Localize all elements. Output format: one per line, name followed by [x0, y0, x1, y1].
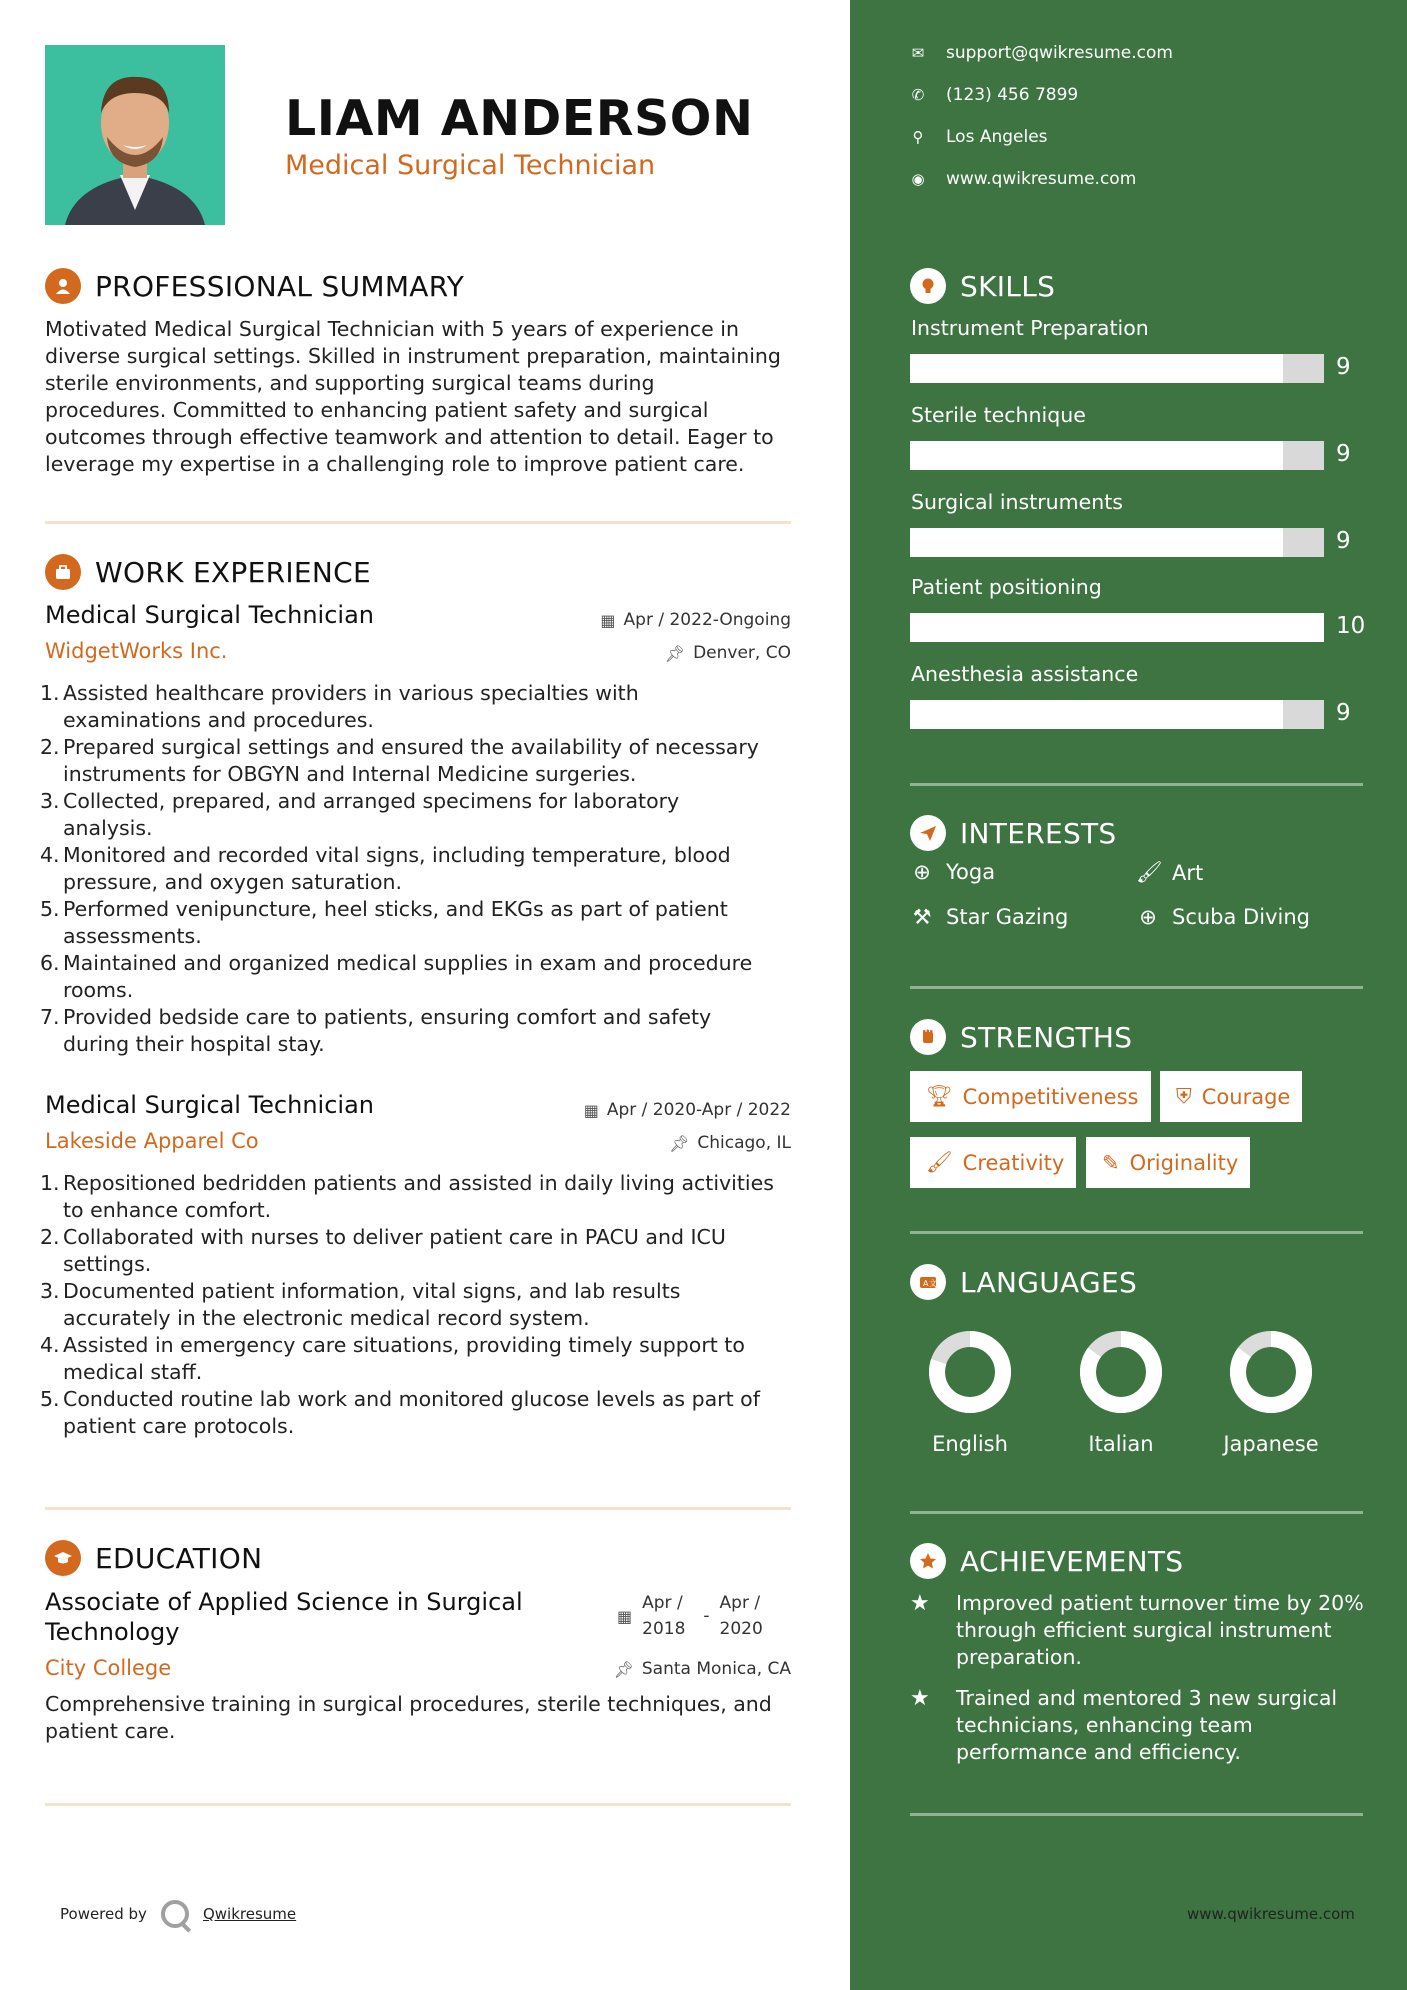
interest-label: Star Gazing [946, 905, 1069, 929]
lightbulb-icon [910, 268, 946, 304]
end-year: 2020 [719, 1619, 763, 1639]
item-number: 5. [40, 1387, 60, 1411]
shield-icon: ⛨ [1176, 1084, 1192, 1108]
skill-value: 9 [1336, 528, 1351, 554]
interests-heading [910, 815, 1117, 851]
lifebuoy-icon: ⊕ [913, 860, 931, 884]
candidate-name: LIAM ANDERSON [285, 90, 754, 147]
item-line: Assisted healthcare providers in various specialties with [63, 681, 639, 705]
item-number: 6. [40, 951, 60, 975]
job-duties [40, 1170, 800, 1440]
fist-icon [910, 1019, 946, 1055]
item-number: 3. [40, 1279, 60, 1303]
location-text: Los Angeles [946, 127, 1048, 147]
skills-title: SKILLS [960, 269, 1056, 303]
item-line: settings. [63, 1252, 152, 1276]
skill-bar-fill [910, 528, 1283, 557]
summary-line: procedures. Committed to enhancing patient safety and surgical [45, 398, 709, 422]
job-company: WidgetWorks Inc. [45, 639, 228, 663]
strength-badge [1086, 1137, 1250, 1188]
achievement-item [910, 1590, 1370, 1671]
skill-bar-fill [910, 354, 1283, 383]
language-donut [1211, 1322, 1331, 1422]
summary-heading [45, 268, 464, 304]
item-line: Monitored and recorded vital signs, including temperature, blood [63, 843, 731, 867]
user-icon [45, 268, 81, 304]
strength-label: Originality [1129, 1150, 1239, 1175]
paintbrush-icon: 🖌︎ [1136, 860, 1163, 884]
job-location-text: Denver, CO [693, 643, 791, 663]
language-donut [910, 1322, 1030, 1422]
degree-title [45, 1587, 523, 1647]
strength-badge [910, 1137, 1076, 1188]
skill-name: Sterile technique [911, 403, 1086, 427]
skill-value: 9 [1336, 354, 1351, 380]
strength-badge [1160, 1071, 1302, 1122]
item-number: 2. [40, 1225, 60, 1249]
list-item [40, 896, 800, 950]
item-line: Maintained and organized medical supplies in exam and procedure [63, 951, 753, 975]
footer-website[interactable]: www.qwikresume.com [1187, 1905, 1355, 1923]
skill-name: Instrument Preparation [911, 316, 1149, 340]
school-name: City College [45, 1656, 172, 1680]
list-item [40, 1332, 800, 1386]
interest-item [910, 860, 995, 884]
language-name: Italian [1088, 1432, 1154, 1456]
job-dates [600, 610, 791, 630]
item-line: Prepared surgical settings and ensured the availability of necessary [63, 735, 759, 759]
item-line: Performed venipuncture, heel sticks, and EKGs as part of patient [63, 897, 728, 921]
paintbrush-icon: 🖌︎ [926, 1150, 953, 1174]
svg-text:文: 文 [929, 1279, 937, 1288]
skill-value: 10 [1336, 613, 1366, 639]
work-title: WORK EXPERIENCE [95, 555, 371, 589]
achievements-title: ACHIEVEMENTS [960, 1544, 1184, 1578]
achievement-line: through efficient surgical instrument [956, 1618, 1332, 1642]
summary-line: outcomes through effective teamwork and attention to detail. Eager to [45, 425, 774, 449]
item-line: instruments for OBGYN and Internal Medicine surgeries. [63, 762, 637, 786]
education-dates [617, 1590, 763, 1642]
contact-email[interactable] [910, 43, 1173, 63]
skill-name: Surgical instruments [911, 490, 1123, 514]
item-line: medical staff. [63, 1360, 203, 1384]
education-title: EDUCATION [95, 1541, 263, 1575]
education-description [45, 1691, 795, 1745]
qwikresume-logo-icon [161, 1900, 189, 1928]
date-separator: - [703, 1606, 710, 1626]
briefcase-icon [45, 554, 81, 590]
item-line: Documented patient information, vital signs, and lab results [63, 1279, 681, 1303]
phone-icon: ✆ [911, 86, 925, 104]
work-heading [45, 554, 371, 590]
start-month: Apr / [642, 1593, 683, 1613]
summary-line: leverage my expertise in a challenging role to improve patient care. [45, 452, 745, 476]
achievement-line: performance and efficiency. [956, 1740, 1241, 1764]
strengths-heading [910, 1019, 1132, 1055]
item-number: 3. [40, 789, 60, 813]
calendar-icon: ▦ [583, 1100, 599, 1120]
skill-bar [910, 441, 1324, 470]
job-role: Medical Surgical Technician [45, 601, 374, 629]
calendar-icon: ▦ [617, 1606, 633, 1626]
contact-website[interactable] [910, 169, 1136, 189]
item-number: 4. [40, 1333, 60, 1357]
interest-item [910, 905, 1068, 929]
section-divider [910, 783, 1363, 786]
job-role: Medical Surgical Technician [45, 1091, 374, 1119]
section-divider [910, 1511, 1363, 1514]
item-number: 1. [40, 1171, 60, 1195]
summary-title: PROFESSIONAL SUMMARY [95, 269, 465, 303]
item-line: Collaborated with nurses to deliver patient care in PACU and ICU [63, 1225, 726, 1249]
skill-value: 9 [1336, 700, 1351, 726]
paper-plane-icon [910, 815, 946, 851]
summary-line: sterile environments, and supporting surgical teams during [45, 371, 655, 395]
summary-text [45, 316, 795, 478]
item-line: Collected, prepared, and arranged specimens for laboratory [63, 789, 680, 813]
strength-badge [910, 1071, 1151, 1122]
list-item [40, 1004, 800, 1058]
start-year: 2018 [642, 1619, 686, 1639]
lifebuoy-icon: ⊕ [1139, 905, 1157, 929]
language-donut [1061, 1322, 1181, 1422]
candidate-title: Medical Surgical Technician [285, 150, 656, 181]
calendar-icon: ▦ [600, 610, 616, 630]
email-text: support@qwikresume.com [946, 43, 1173, 63]
item-number: 7. [40, 1005, 60, 1029]
interest-item [1136, 905, 1310, 929]
list-item [40, 1386, 800, 1440]
map-pin-icon: ⚲ [912, 128, 924, 146]
strength-label: Competitiveness [962, 1084, 1139, 1109]
job-location [669, 1133, 791, 1153]
item-line: patient care protocols. [63, 1414, 295, 1438]
section-divider [910, 1813, 1363, 1816]
interest-label: Yoga [946, 860, 996, 884]
item-line: Repositioned bedridden patients and assisted in daily living activities [63, 1171, 774, 1195]
start-date [642, 1590, 685, 1642]
strength-label: Courage [1201, 1084, 1291, 1109]
interests-title: INTERESTS [960, 816, 1117, 850]
section-divider [45, 1803, 791, 1806]
list-item [40, 1224, 800, 1278]
gavel-icon: ⚒ [912, 905, 932, 929]
footer-powered-by [60, 1900, 296, 1928]
skill-name: Patient positioning [911, 575, 1102, 599]
pin-icon: 📌︎ [613, 1659, 634, 1679]
interest-label: Art [1172, 860, 1204, 885]
pin-icon: 📌︎ [669, 1133, 690, 1153]
list-item [40, 788, 800, 842]
globe-icon: ◉ [911, 170, 925, 188]
svg-text:A: A [923, 1279, 929, 1288]
job-duties [40, 680, 800, 1058]
item-line: analysis. [63, 816, 153, 840]
interest-label: Scuba Diving [1172, 905, 1310, 929]
shooting-star-icon: ★ [910, 1686, 930, 1711]
section-divider [45, 1507, 791, 1510]
section-divider [910, 986, 1363, 989]
language-name: Japanese [1223, 1432, 1319, 1456]
skill-value: 9 [1336, 441, 1351, 467]
education-heading [45, 1540, 262, 1576]
summary-line: diverse surgical settings. Skilled in instrument preparation, maintaining [45, 344, 781, 368]
graduation-cap-icon [45, 1540, 81, 1576]
item-line: Provided bedside care to patients, ensuring comfort and safety [63, 1005, 712, 1029]
item-number: 5. [40, 897, 60, 921]
achievement-line: technicians, enhancing team [956, 1713, 1253, 1737]
profile-photo [45, 45, 225, 225]
school-location [614, 1659, 791, 1679]
job-location [665, 643, 791, 663]
item-number: 2. [40, 735, 60, 759]
job-dates-text: Apr / 2022-Ongoing [623, 610, 791, 630]
skill-bar-fill [910, 700, 1283, 729]
list-item [40, 1170, 800, 1224]
item-line: examinations and procedures. [63, 708, 374, 732]
skill-bar-fill [910, 613, 1324, 642]
end-date [720, 1590, 763, 1642]
languages-heading [910, 1264, 1137, 1300]
achievements-heading [910, 1543, 1183, 1579]
contact-phone[interactable] [910, 85, 1078, 105]
item-line: assessments. [63, 924, 202, 948]
job-location-text: Chicago, IL [697, 1133, 791, 1153]
section-divider [45, 521, 791, 524]
item-line: Conducted routine lab work and monitored glucose levels as part of [63, 1387, 760, 1411]
interest-item [1136, 860, 1203, 885]
skill-bar [910, 613, 1324, 642]
shooting-star-icon: ★ [910, 1591, 930, 1616]
description-line: patient care. [45, 1719, 176, 1743]
summary-line: Motivated Medical Surgical Technician with 5 years of experience in [45, 317, 739, 341]
skill-bar [910, 354, 1324, 383]
trophy-icon: 🏆︎ [926, 1084, 953, 1108]
achievement-line: preparation. [956, 1645, 1082, 1669]
website-text: www.qwikresume.com [946, 169, 1137, 189]
list-item [40, 842, 800, 896]
item-number: 1. [40, 681, 60, 705]
strength-label: Creativity [962, 1150, 1065, 1175]
item-line: pressure, and oxygen saturation. [63, 870, 403, 894]
powered-by-text: Powered by [60, 1905, 147, 1923]
list-item [40, 734, 800, 788]
translate-icon [910, 1264, 946, 1300]
qwikresume-link[interactable]: Qwikresume [202, 1905, 297, 1923]
degree-line: Associate of Applied Science in Surgical [45, 1588, 523, 1616]
achievement-line: Trained and mentored 3 new surgical [956, 1686, 1338, 1710]
skill-bar [910, 700, 1324, 729]
pencil-icon: ✎ [1102, 1150, 1120, 1175]
strengths-title: STRENGTHS [960, 1020, 1133, 1054]
list-item [40, 1278, 800, 1332]
star-icon [910, 1543, 946, 1579]
skills-heading [910, 268, 1055, 304]
language-name: English [932, 1432, 1008, 1456]
skill-name: Anesthesia assistance [911, 662, 1139, 686]
degree-line: Technology [45, 1618, 180, 1646]
phone-text: (123) 456 7899 [946, 85, 1079, 105]
item-line: during their hospital stay. [63, 1032, 325, 1056]
item-line: accurately in the electronic medical record system. [63, 1306, 590, 1330]
envelope-icon: ✉ [911, 44, 925, 62]
achievement-line: Improved patient turnover time by 20% [956, 1591, 1364, 1615]
item-line: rooms. [63, 978, 134, 1002]
list-item [40, 950, 800, 1004]
item-line: to enhance comfort. [63, 1198, 272, 1222]
item-line: Assisted in emergency care situations, providing timely support to [63, 1333, 745, 1357]
job-dates-text: Apr / 2020-Apr / 2022 [606, 1100, 791, 1120]
pin-icon: 📌︎ [664, 643, 686, 663]
languages-title: LANGUAGES [960, 1265, 1138, 1299]
job-company: Lakeside Apparel Co [45, 1129, 259, 1153]
job-dates [584, 1100, 791, 1120]
school-location-text: Santa Monica, CA [641, 1659, 791, 1679]
end-month: Apr / [719, 1593, 761, 1613]
achievement-item [910, 1685, 1370, 1766]
item-number: 4. [40, 843, 60, 867]
list-item [40, 680, 800, 734]
section-divider [910, 1231, 1363, 1234]
contact-location [910, 127, 1048, 147]
skill-bar-fill [910, 441, 1283, 470]
description-line: Comprehensive training in surgical procedures, sterile techniques, and [45, 1692, 772, 1716]
skill-bar [910, 528, 1324, 557]
